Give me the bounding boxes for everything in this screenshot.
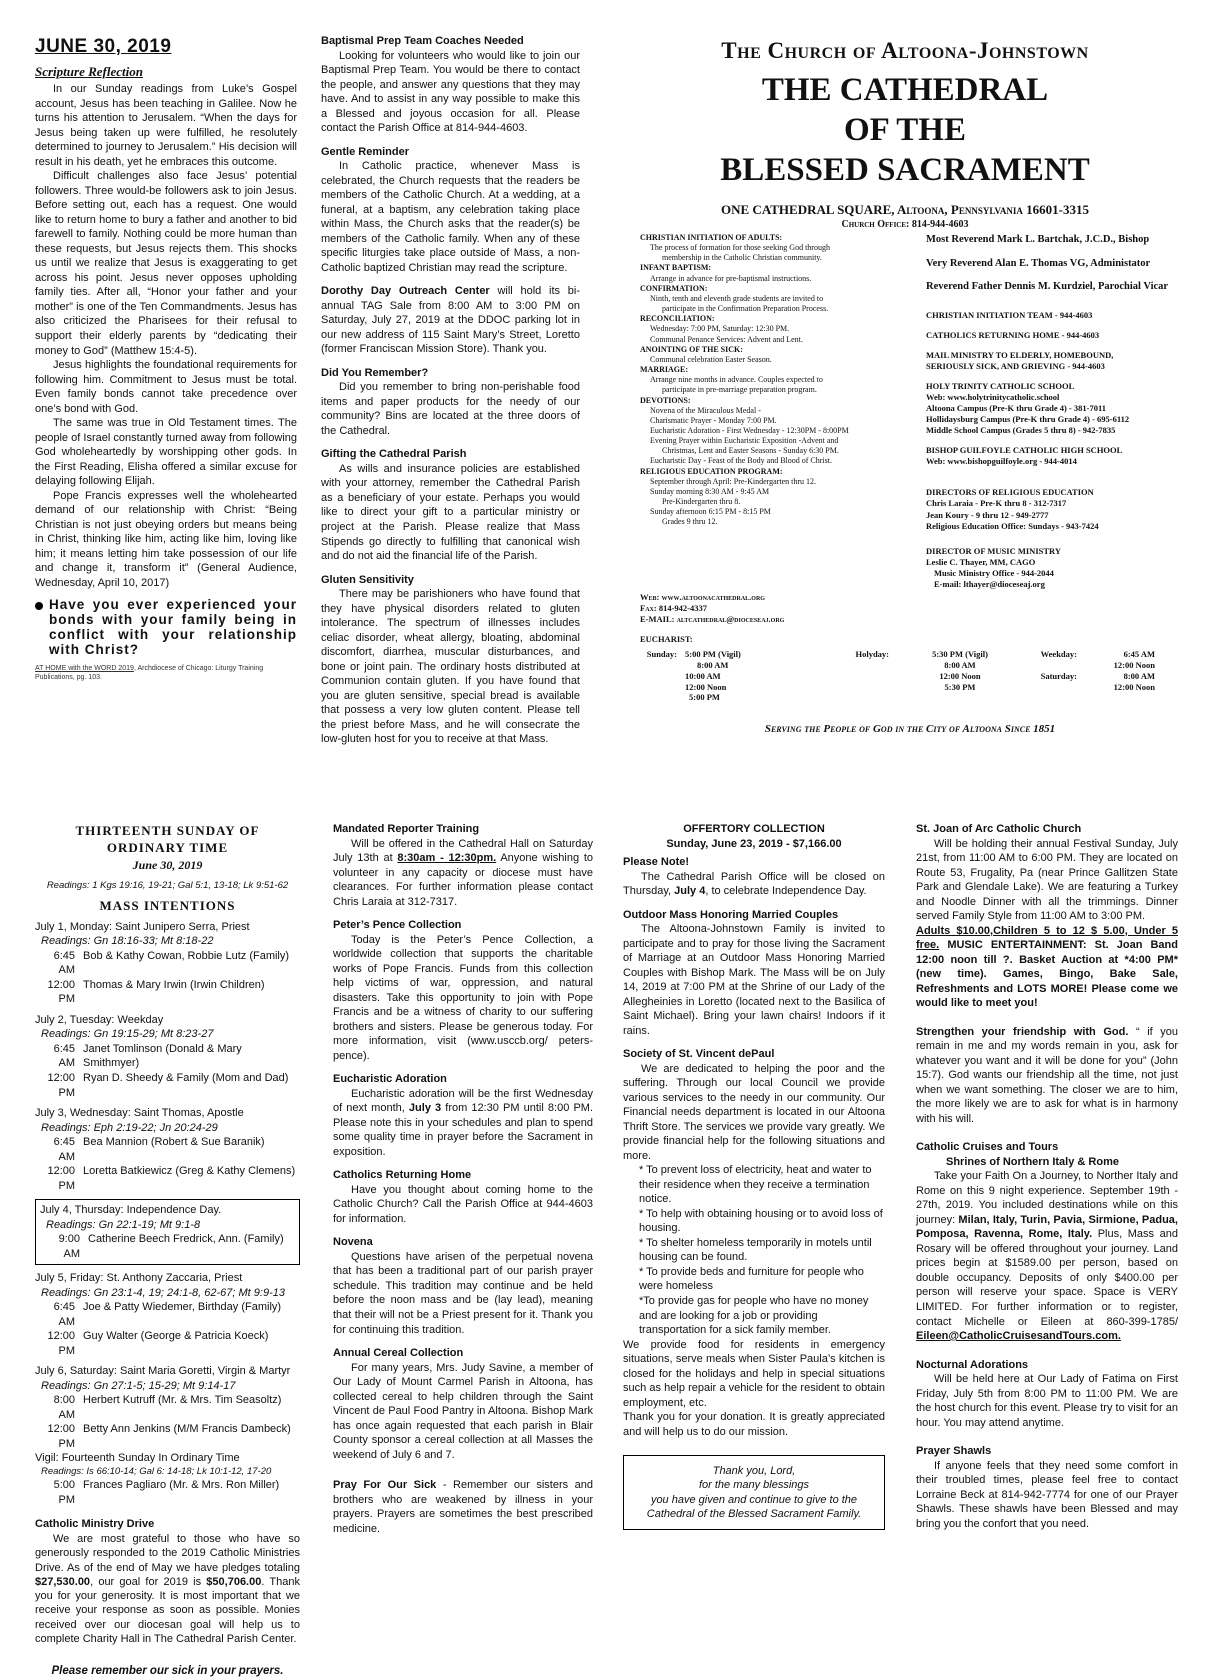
announcement-heading: Baptismal Prep Team Coaches Needed: [321, 35, 524, 47]
text: Plus, Mass and Rosary will be offered throughout your journey. Land prices begin at $1589.00 per person, based on double occupancy. Deposits of only $400.00 per person will reserve your space. Space is VERY LIMITED. For further information or to register, contact Michelle or Eileen at 860-399-1785/: [916, 1228, 1178, 1328]
announcement-heading: Gentle Reminder: [321, 145, 410, 158]
please-note-text: [623, 870, 885, 899]
citation-source: AT HOME with the WORD 2019: [35, 664, 134, 672]
time: 5:00 PM (Vigil): [685, 648, 741, 659]
sunday-readings: Readings: 1 Kgs 19:16, 19-21; Gal 5:1, 13-18; Lk 9:51-62: [46, 880, 289, 892]
staff-listing: [926, 233, 1211, 633]
text: , our goal for 2019 is: [90, 1575, 207, 1588]
cathedral-name-line3: BLESSED SACRAMENT: [720, 151, 1090, 188]
peters-pence-heading: Peter’s Pence Collection: [333, 919, 462, 932]
music-heading: DIRECTOR OF MUSIC MINISTRY: [926, 545, 1062, 556]
directory-line: Novena of the Miraculous Medal -: [650, 405, 761, 415]
mass-intention: Janet Tomlinson (Donald & Mary Smithmyer): [83, 1042, 242, 1070]
outdoor-mass-heading: Outdoor Mass Honoring Married Couples: [623, 908, 839, 921]
text: Eucharistic adoration will be the first Wednesday of next month,: [333, 1087, 593, 1115]
reflection-paragraph: The same was true in Old Testament times. The people of Israel constantly turned away from following God wholeheartedly by worshipping other gods. In the First Reading, Elisha offered a similar excuse for delaying following Elijah.: [35, 417, 297, 488]
mass-time: 6:45 AM: [53, 1301, 75, 1328]
reflection-paragraph: Pope Francis expresses well the wholehearted demand of our relationship with Christ: “Being Christian is not just obeying orders but means being in Christ, thinking like him, acting like him, loving like him; it means letting him take possession of our life and change it, transform it” (General Audience, Wednesday, April 10, 2017): [35, 489, 297, 589]
time: 12:00 Noon: [685, 681, 727, 692]
time: 5:30 PM (Vigil): [932, 648, 988, 659]
text: Take your Faith On a Journey, to Norther Italy and Rome on this 9 night experience. September 19th - 27th, 2019. You included destinations while on this journey:: [916, 1170, 1178, 1226]
announcement-text: As wills and insurance policies are established with your attorney, remember the Cathedral Parish as a beneficiary of your estate. Perhaps you would like to direct your gift to a particular ministry or project at the Parish. Please realize that Mass Stipends go directly to fulfilling that canonical wish and do not aid the financial life of the Parish.: [321, 462, 580, 563]
dre-2: Jean Koury - 9 thru 12 - 949-2777: [926, 509, 1049, 520]
time: 8:00 AM: [1123, 670, 1155, 681]
time: 6:45 AM: [1123, 648, 1155, 659]
sunday-title-line1: THIRTEENTH SUNDAY OF: [75, 823, 260, 838]
directory-line: Sunday morning 8:30 AM - 9:45 AM: [650, 486, 770, 496]
cathedral-name-line1: THE CATHEDRAL: [761, 72, 1049, 109]
church-masthead: [605, 36, 1205, 231]
thank-you-box: [623, 1455, 885, 1530]
mass-time: 5:00 PM: [53, 1479, 75, 1506]
mass-day-title: July 3, Wednesday: Saint Thomas, Apostle: [35, 1107, 244, 1120]
mass-time: 6:45 AM: [53, 949, 75, 977]
directory-line: ANOINTING OF THE SICK:: [640, 344, 743, 354]
mass-intention: Bea Mannion (Robert & Sue Baranik): [83, 1136, 265, 1149]
ministry-drive-text: [35, 1532, 300, 1646]
mass-time: 9:00 AM: [58, 1233, 80, 1260]
mass-intention-row: [35, 1135, 300, 1164]
offertory-heading: OFFERTORY COLLECTION: [683, 823, 825, 835]
mass-intention: Herbert Kutruff (Mr. & Mrs. Tim Seasoltz): [83, 1394, 282, 1407]
mass-time: 12:00 PM: [47, 1423, 75, 1450]
prayer-shawls-text: If anyone feels that they need some comfort in their troubled times, please feel free to contact Lorraine Beck at 814-942-7774 for one of our Prayer Shawls. These shawls have been Blessed and may bring you the confort that you need.: [916, 1459, 1178, 1530]
cruises-text: [916, 1169, 1178, 1343]
time: 8:00 AM: [944, 659, 976, 670]
holyday-times: [895, 649, 1025, 703]
time: 8:00 AM: [697, 659, 729, 670]
mass-intention-row: [35, 1164, 300, 1193]
directory-line: Grades 9 thru 12.: [662, 517, 718, 527]
announcement-heading: Gluten Sensitivity: [321, 573, 414, 586]
directory-line: MARRIAGE:: [640, 365, 688, 375]
reflection-citation: [35, 664, 297, 682]
thank-you-line: for the many blessings: [698, 1479, 810, 1492]
reflection-paragraph: In our Sunday readings from Luke’s Gospel account, Jesus has been teaching in Galilee. Now he turns his attention to Jerusalem. “When the days for Jesus being taken up were fulfilled, he resolutely determined to journey to Jerusalem.” His decision will result in his death, yet he embraces this outcome.: [35, 83, 297, 168]
nocturnal-text: Will be held here at Our Lady of Fatima on First Friday, July 5th from 8:00 PM to 11:00 PM. We are the host church for this event. Please try to visit for an hour. You may attend anytime.: [916, 1373, 1178, 1429]
please-note-heading: Please Note!: [623, 856, 690, 869]
mass-day: [35, 1106, 300, 1193]
announcement-heading: Gifting the Cathedral Parish: [321, 448, 467, 461]
directory-line: RECONCILIATION:: [640, 314, 715, 324]
high-school-web: Web: www.bishopguilfoyle.org - 944-4014: [926, 456, 1077, 467]
announcement-heading: Dorothy Day Outreach Center: [321, 285, 498, 298]
mass-day: [35, 1271, 300, 1358]
mass-intention-row: [35, 949, 300, 978]
nocturnal-heading: Nocturnal Adorations: [916, 1358, 1029, 1371]
cereal-text: For many years, Mrs. Judy Savine, a member of Our Lady of Mount Carmel Parish in Altoona, has collected cereal to help children through the Saint Vincent de Paul Food Pantry in Altoona. Bishop Mark has once again requested that each parish in Blair County sponsor a cereal collection at all Masses the weekend of July 6 and 7.: [333, 1361, 593, 1461]
sacraments-directory: [640, 233, 920, 583]
mass-intention: Frances Pagliaro (Mr. & Mrs. Ron Miller): [83, 1479, 280, 1492]
mass-intention-row: [35, 1329, 300, 1358]
entertainment: MUSIC ENTERTAINMENT: St. Joan Band 12:00 noon till ?. Basket Auction at *4:00 PM* (new time). Games, Bingo, Bake Sale, Refreshments and LOTS MORE! Please come we would like to meet you!: [916, 939, 1178, 1010]
text: Anyone wishing to volunteer in any capacity or diocese must have clearances. For further information please contact Chris Laraia at 312-7317.: [333, 852, 593, 908]
peters-pence-text: Today is the Peter’s Pence Collection, a worldwide collection that supports the charitable works of Pope Francis. Funds from this collection help victims of war, oppression, and natural disasters. Take this opportunity to join with Pope Francis and be a witness of charity to our suffering brothers and sisters. Please be generous today. For more information, visit (www.usccb.org/ peters-pence).: [333, 933, 593, 1062]
mass-time: 12:00 PM: [47, 1071, 75, 1099]
dre-heading: DIRECTORS OF RELIGIOUS EDUCATION: [926, 487, 1094, 498]
announcements-column-top: [321, 34, 580, 754]
weekday-saturday-times: [1085, 649, 1155, 703]
saturday-label: Saturday:: [1040, 670, 1077, 681]
directory-line: Ninth, tenth and eleventh grade students are invited to: [650, 293, 824, 303]
initiation-team: CHRISTIAN INITIATION TEAM - 944-4603: [926, 309, 1093, 320]
mass-day-title: July 4, Thursday: Independence Day.: [40, 1204, 222, 1217]
weekday-saturday-labels: [1025, 649, 1085, 703]
diocese-name: The Church of Altoona-Johnstown: [721, 38, 1089, 63]
adoration-text: [333, 1087, 593, 1160]
mass-day: [35, 1013, 300, 1100]
time: 12:00 Noon: [939, 670, 981, 681]
mass-intention: Betty Ann Jenkins (M/M Francis Dambeck): [83, 1423, 291, 1436]
mass-intentions-column: [35, 822, 300, 1678]
directory-line: DEVOTIONS:: [640, 395, 691, 405]
music-email: E-mail: lthayer@dioceseaj.org: [934, 578, 1045, 589]
reflection-heading: Scripture Reflection: [35, 64, 143, 80]
reflection-paragraph: Difficult challenges also face Jesus’ potential followers. Three would-be followers ask to join Jesus. Before setting out, each has a request. One would like to return home to bury a father and another to bid farewell to family. Nothing could be more human than these requests, but Jesus rejects them. This shocks us until we realize that Jesus is exaggerating to get across his point. Jesus never opposes upholding family ties. After all, “Honor your father and your mother” is one of the Ten Commandments. Jesus has also criticized the Pharisees for their refusal to support their elderly parents by “dedicating their money to God” (Matthew 15:4-5).: [35, 170, 297, 357]
training-time: 8:30am - 12:30pm.: [397, 852, 497, 865]
ministry-drive-heading: Catholic Ministry Drive: [35, 1518, 155, 1531]
cruises-heading: Catholic Cruises and Tours: [916, 1141, 1059, 1154]
mass-time: 6:45 AM: [53, 1042, 75, 1070]
sunday-times: [685, 649, 845, 703]
mass-intention: Bob & Kathy Cowan, Robbie Lutz (Family): [83, 949, 290, 962]
text: “ if you remain in me and my words remain in you, ask for whatever you want and it will be done for you” (John 15:7). God wants our friendship all the time, not just when we want something. The closer we are to him, the more likely we are to ask for what is in harmony with his will.: [916, 1025, 1178, 1125]
mass-intention: Joe & Patty Wiedemer, Birthday (Family): [83, 1301, 282, 1314]
mass-intention: Thomas & Mary Irwin (Irwin Children): [83, 978, 265, 991]
reflection-question: [35, 598, 297, 657]
directory-line: Eucharistic Adoration - First Wednesday - 12:30PM - 8:00PM: [650, 425, 849, 435]
cathedral-name-line2: OF THE: [844, 112, 966, 149]
text: The Cathedral Parish Office will be closed on Thursday,: [623, 870, 885, 898]
mass-time: 12:00 PM: [47, 978, 75, 1006]
administrator: Very Reverend Alan E. Thomas VG, Administator: [926, 257, 1151, 269]
mass-day-readings: Readings: Gn 18:16-33; Mt 8:18-22: [41, 935, 214, 948]
directory-line: membership in the Catholic Christian community.: [662, 253, 822, 263]
music-director: Leslie C. Thayer, MM, CAGO: [926, 556, 1036, 567]
church-office-phone: Church Office: 814-944-4603: [841, 219, 969, 231]
directory-line: Christmas, Lent and Easter Seasons - Sunday 6:30 PM.: [662, 446, 839, 456]
offertory-amount: Sunday, June 23, 2019 - $7,166.00: [666, 837, 842, 850]
mass-date: June 30, 2019: [132, 858, 203, 873]
directory-line: participate in the Confirmation Preparation Process.: [662, 304, 829, 314]
returning-text: Have you thought about coming home to the Catholic Church? Call the Parish Office at 944-4603 for information.: [333, 1183, 593, 1225]
directory-line: INFANT BAPTISM:: [640, 263, 712, 273]
thank-you-line: you have given and continue to give to the: [650, 1493, 858, 1506]
closed-date: July 4: [674, 885, 706, 898]
directory-line: Pre-Kindergarten thru 8.: [662, 497, 741, 507]
campus-2: Hollidaysburg Campus (Pre-K thru Grade 4) - 695-6112: [926, 414, 1130, 425]
novena-heading: Novena: [333, 1236, 373, 1249]
directory-line: Communal celebration Easter Season.: [650, 354, 772, 364]
weekday-label: Weekday:: [1040, 648, 1077, 659]
svdp-item: * To shelter homeless temporarily in motels until housing can be found.: [639, 1236, 872, 1264]
catholics-returning: CATHOLICS RETURNING HOME - 944-4603: [926, 329, 1100, 340]
bishop: Most Reverend Mark L. Bartchak, J.C.D., Bishop: [926, 234, 1150, 245]
mass-day: [35, 1199, 300, 1265]
mass-time: 12:00 PM: [47, 1165, 75, 1192]
text: . Thank you for your generosity. It is most important that we receive your response as soon as possible. Monies received over our diocesan goal will help us to complete Charity Hall in The Cathedral Parish Center.: [35, 1575, 300, 1646]
mass-day: [35, 1364, 300, 1507]
announcement-text: Looking for volunteers who would like to join our Baptismal Prep Team. You would be there to contact the people, and answer any questions that they may have. And to assist in any way possible to make this a Blessed and joyous occasion for all. Please contact the Parish Office at 814-944-4603.: [321, 49, 580, 135]
time: 5:00 PM: [689, 692, 720, 703]
prayer-shawls-heading: Prayer Shawls: [916, 1445, 992, 1458]
directory-line: Evening Prayer within Eucharistic Exposition -Advent and: [650, 436, 839, 446]
text: Will be offered in the Cathedral Hall on Saturday July 13th at: [333, 837, 593, 865]
mass-day-readings: Readings: Eph 2:19-22; Jn 20:24-29: [41, 1121, 218, 1134]
text: - Remember our sisters and brothers who are weakened by illness in your prayers. Prayers are sometimes the best prescribed medicine.: [333, 1479, 593, 1535]
mass-intention: Ryan D. Sheedy & Family (Mom and Dad): [83, 1071, 289, 1084]
sunday-label: Sunday:: [646, 648, 677, 659]
contact-info: [640, 592, 920, 632]
directory-line: Arrange nine months in advance. Couples expected to: [650, 375, 823, 385]
text: , to celebrate Independence Day.: [705, 885, 867, 898]
pledged-amount: $27,530.00: [35, 1575, 91, 1588]
mass-intention-row: [35, 1393, 300, 1422]
mass-day-title: July 1, Monday: Saint Junipero Serra, Priest: [35, 920, 250, 933]
mass-day-title: July 6, Saturday: Saint Maria Goretti, Virgin & Martyr: [35, 1365, 291, 1378]
music-office: Music Ministry Office - 944-2044: [934, 567, 1054, 578]
adoration-heading: Eucharistic Adoration: [333, 1073, 447, 1086]
text: We are most grateful to those who have so generously responded to the 2019 Catholic Ministries Drive. As of the end of May we have pledges totaling: [35, 1532, 300, 1574]
campus-1: Altoona Campus (Pre-K thru Grade 4) - 381-7011: [926, 403, 1106, 414]
mail-ministry-1: MAIL MINISTRY TO ELDERLY, HOMEBOUND,: [926, 350, 1114, 361]
mass-day-title: July 5, Friday: St. Anthony Zaccaria, Priest: [35, 1272, 243, 1285]
mass-intention: Guy Walter (George & Patricia Koeck): [83, 1330, 269, 1343]
thank-you-line: Thank you, Lord,: [712, 1465, 796, 1478]
mass-day-readings: Readings: Gn 19:15-29; Mt 8:23-27: [41, 1028, 214, 1041]
svdp-food-text: We provide food for residents in emergency situations, serve meals when Sister Paula’s kitchen is closed for the holidays and help in special situations such as help repair a vehicle for the resident to obtain employment, etc.: [623, 1338, 885, 1409]
announcement-heading: Did You Remember?: [321, 366, 429, 379]
strengthen-friendship: [916, 1025, 1178, 1127]
thank-you-line: Cathedral of the Blessed Sacrament Family.: [646, 1508, 862, 1521]
reflection-question-text: Have you ever experienced your bonds with your family being in conflict with your relationship with Christ?: [49, 597, 297, 657]
st-joan-details: [916, 924, 1178, 1011]
svdp-heading: Society of St. Vincent dePaul: [623, 1048, 775, 1061]
serving-since-tagline: Serving the People of God in the City of Altoona Since 1851: [764, 723, 1056, 735]
mass-day: [35, 920, 300, 1007]
mass-intention-row: [35, 1300, 300, 1329]
campus-3: Middle School Campus (Grades 5 thru 8) - 942-7835: [926, 425, 1116, 436]
church-address: ONE CATHEDRAL SQUARE, Altoona, Pennsylvania 16601-3315: [721, 202, 1089, 218]
cruises-email-link[interactable]: Eileen@CatholicCruisesandTours.com.: [916, 1330, 1121, 1343]
goal-amount: $50,706.00: [206, 1575, 262, 1588]
time: 12:00 Noon: [1113, 659, 1155, 670]
returning-heading: Catholics Returning Home: [333, 1169, 472, 1182]
mass-day-title: July 2, Tuesday: Weekday: [35, 1013, 164, 1026]
dre-3: Religious Education Office: Sundays - 943-7424: [926, 520, 1099, 531]
pray-for-sick-heading: Pray For Our Sick: [333, 1479, 437, 1492]
st-joan-text: Will be holding their annual Festival Sunday, July 21st, from 11:00 AM to 6:00 PM. They are located on Route 53, Frugality, Pa (near Prince Gallitzen State Park and Glendale Lake). We are featuring a Turkey and Noodle Dinner with all the trimmings. Dinner served Family Style from 11:00 AM to 3:00 PM.: [916, 837, 1178, 923]
announcements-column-bottom: [333, 822, 593, 1562]
announcement-text: There may be parishioners who have found that they have physical disorders related to gluten intolerance. The spectrum of illnesses includes celiac disorder, wheat allergy, bloating, abdominal discomfort, diarrhea, muscular disturbances, and bone or joint pain. The ordinary hosts distributed at Communion contain gluten. If you have found that you are gluten sensitive, special bread is available that possess a very low gluten content. Please tell the priest before Mass, and he will consecrate the low-gluten host for you to receive at that Mass.: [321, 588, 580, 746]
reflection-column: [35, 34, 297, 754]
svdp-item: * To help with obtaining housing or to avoid loss of housing.: [639, 1207, 883, 1235]
announcement-text: Did you remember to bring non-perishable food items and paper products for the needy of our community? Bins are located at the three doors of the Cathedral.: [321, 381, 580, 437]
mass-time: 8:00 AM: [53, 1394, 75, 1421]
mass-day-readings: Readings: Gn 23:1-4, 19; 24:1-8, 62-67; Mt 9:9-13: [41, 1286, 285, 1299]
mass-intention-row: [40, 1232, 295, 1261]
mass-intention-row: [35, 1071, 300, 1100]
sunday-title-line2: ORDINARY TIME: [106, 840, 229, 856]
directory-line: Wednesday: 7:00 PM, Saturday: 12:30 PM.: [650, 324, 790, 334]
mass-intention: Catherine Beech Fredrick, Ann. (Family): [88, 1233, 284, 1246]
mass-day-readings: Readings: Gn 22:1-19; Mt 9:1-8: [46, 1218, 201, 1231]
directory-line: Arrange in advance for pre-baptismal instructions.: [650, 273, 812, 283]
directory-line: Charismatic Prayer - Monday 7:00 PM.: [650, 415, 777, 425]
directory-line: CHRISTIAN INITIATION OF ADULTS:: [640, 233, 783, 242]
website: Web: www.altoonacathedral.org: [640, 592, 765, 602]
mass-intention-row: [35, 1042, 300, 1071]
vigil-readings: Readings: Is 66:10-14; Gal 6: 14-18; Lk 10:1-12, 17-20: [41, 1465, 272, 1477]
mass-time: 12:00 PM: [47, 1330, 75, 1357]
svdp-text: We are dedicated to helping the poor and the suffering. Through our local Council we provide various services to the needy in our community. Our Financial needs department is located in our Altoona Thrift Store. The services we provide vary greatly. We provide financial help for the following situations and more.: [623, 1062, 885, 1162]
svdp-item: *To provide gas for people who have no money and are looking for a job or providing transportation for a sick family member.: [639, 1294, 869, 1337]
mass-days: [35, 920, 300, 1508]
events-column: [916, 822, 1178, 1562]
citation-rest: , Archdiocese of Chicago: Liturgy Training Publications, pg. 103.: [35, 664, 264, 681]
announcement-text: In Catholic practice, whenever Mass is celebrated, the Church requests that the readers be members of the Catholic Church. At a wedding, at a funeral, at a baptism, any celebration taking place within Mass, the Church asks that the reader(s) be members of the Catholic family. When any of these specific liturgies take place outside of Mass, a non-Catholic baptized Christian may read the scripture.: [321, 160, 580, 274]
announcement-text: [321, 284, 580, 357]
mass-intention-row: [35, 1422, 300, 1451]
offertory-column: [623, 822, 885, 1562]
directory-line: The process of formation for those seeking God through: [650, 243, 830, 253]
mail-ministry-2: SERIOUSLY SICK, AND GRIEVING - 944-4603: [926, 361, 1105, 372]
remember-sick-note: Please remember our sick in your prayers.: [51, 1665, 284, 1678]
bulletin-date: JUNE 30, 2019: [35, 36, 172, 57]
novena-text: Questions have arisen of the perpetual novena that has been a traditional part of our parish prayer schedule. This tradition may continue and be held before the noon mass and be (lay lead), meaning that their will not be a Priest present for it. Thank you for continuing this tradition.: [333, 1250, 593, 1336]
text: from 12:30 PM until 8:00 PM. Please note this in your schedules and plan to spend some quality time in prayer before the Sacrament in exposition.: [333, 1102, 593, 1158]
mandated-heading: Mandated Reporter Training: [333, 823, 480, 835]
bullet-icon: [35, 602, 43, 610]
st-joan-heading: St. Joan of Arc Catholic Church: [916, 823, 1082, 835]
eucharist-label: EUCHARIST:: [640, 634, 693, 644]
destinations: Milan, Italy, Turin, Pavia, Sirmione, Padua, Pomposa, Ravenna, Rome, Italy.: [916, 1213, 1178, 1241]
svdp-item: * To prevent loss of electricity, heat and water to their residence when they receive a termination notice.: [639, 1164, 872, 1206]
high-school: BISHOP GUILFOYLE CATHOLIC HIGH SCHOOL: [926, 445, 1123, 456]
mass-intentions-heading: MASS INTENTIONS: [99, 897, 236, 913]
pricing: Adults $10.00,Children 5 to 12 $ 5.00, Under 5 free.: [916, 924, 1178, 952]
time: 10:00 AM: [685, 670, 721, 681]
text: will hold its bi-annual TAG Sale from 8:00 AM to 3:00 PM on Saturday, July 27, 2019 at the DDOC parking lot in our new address of 115 Saint Mary’s Street, Loretto (former Franciscan Mission Store). Thank you.: [321, 285, 581, 356]
directory-line: participate in pre-marriage preparation program.: [662, 385, 817, 395]
svdp-list: [623, 1163, 885, 1337]
parochial-vicar: Reverend Father Dennis M. Kurdziel, Parochial Vicar: [926, 281, 1169, 293]
mass-intention: Loretta Batkiewicz (Greg & Kathy Clemens): [83, 1165, 296, 1178]
mass-day-readings: Readings: Gn 27:1-5; 15-29; Mt 9:14-17: [41, 1379, 236, 1392]
holyday-label: Holyday:: [855, 648, 889, 659]
dre-1: Chris Laraia - Pre-K thru 8 - 312-7317: [926, 498, 1067, 509]
cereal-heading: Annual Cereal Collection: [333, 1347, 464, 1360]
time: 12:00 Noon: [1113, 681, 1155, 692]
directory-line: RELIGIOUS EDUCATION PROGRAM:: [640, 466, 783, 476]
mass-intention-row: [35, 978, 300, 1007]
school-name: HOLY TRINITY CATHOLIC SCHOOL: [926, 381, 1075, 392]
time: 5:30 PM: [944, 681, 976, 692]
adoration-date: July 3: [408, 1102, 442, 1115]
eucharist-schedule: [640, 634, 1160, 714]
vigil-title: Vigil: Fourteenth Sunday In Ordinary Time: [35, 1452, 240, 1465]
directory-line: CONFIRMATION:: [640, 283, 708, 293]
pray-for-sick: [333, 1478, 593, 1536]
svdp-item: * To provide beds and furniture for people who were homeless: [639, 1265, 864, 1293]
reflection-paragraph: Jesus highlights the foundational requirements for following him. Commitment to Jesus must be total. Even family bonds cannot take precedence over one’s bond with God.: [35, 359, 297, 415]
email: E-MAIL: altcathedral@dioceseaj.org: [640, 614, 785, 625]
directory-line: Communal Penance Services: Advent and Lent.: [650, 334, 803, 344]
fax: Fax: 814-942-4337: [640, 603, 707, 614]
strengthen-heading: Strengthen your friendship with God.: [916, 1025, 1129, 1038]
mandated-text: [333, 837, 593, 910]
directory-line: Eucharistic Day - Feast of the Body and Blood of Christ.: [650, 456, 832, 466]
directory-line: September through April: Pre-Kindergarten thru 12.: [650, 476, 817, 486]
svdp-thanks: Thank you for your donation. It is greatly appreciated and will help us to do our mission.: [623, 1411, 885, 1438]
school-web: Web: www.holytrinitycatholic.school: [926, 392, 1060, 403]
directory-line: Sunday afternoon 6:15 PM - 8:15 PM: [650, 507, 771, 517]
mass-intention-row: [35, 1478, 300, 1507]
cruises-subheading: Shrines of Northern Italy & Rome: [946, 1155, 1119, 1168]
mass-time: 6:45 AM: [53, 1136, 75, 1163]
outdoor-mass-text: The Altoona-Johnstown Family is invited to participate and to pray for those living the Sacrament of Marriage at an Outdoor Mass Honoring Married Couples with Bishop Mark. The Mass will be on July 14, 2019 at 7:00 PM at the Shrine of our Lady of the Allegheinies in Loretto (located next to the Basilica of Saint Michael). Bring your lawn chairs! Indoors if it rains.: [623, 923, 885, 1037]
